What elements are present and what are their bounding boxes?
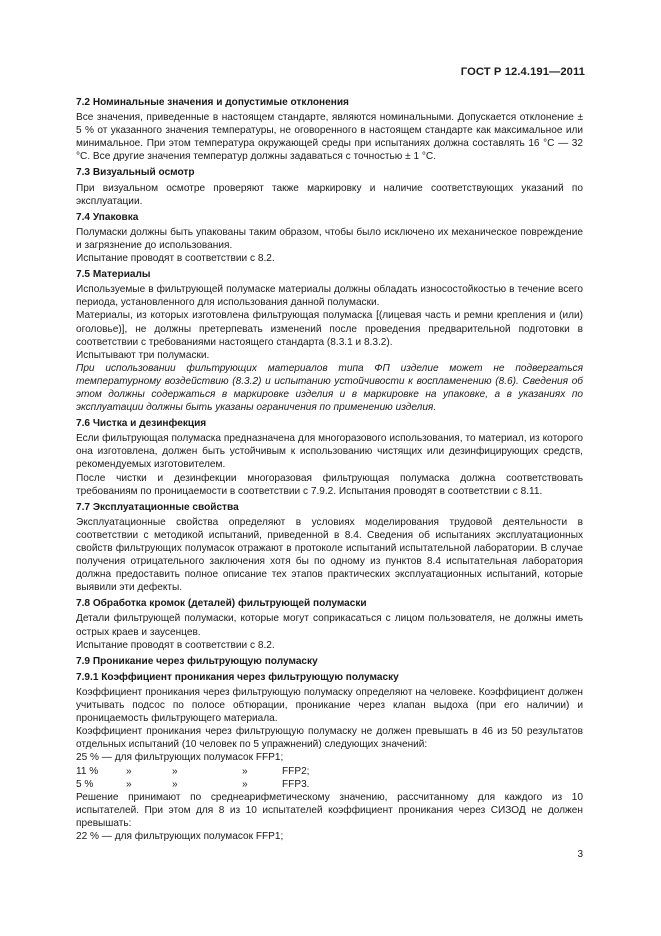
section-7-5-italic-note: При использовании фильтрующих материалов типа ФП изделие может не подвергаться температурному воздействию (8.3.2) и испытанию устойчивости к воспламенению (8.6). Сведения об этом должны содержаться в маркировке изделия и в маркировке на упаковке, а в указаниях по эксплуатации должны быть указаны ограничения по применению изделия. xyxy=(76,362,583,414)
section-7-5-paragraph-1: Используемые в фильтрующей полумаске материалы должны обладать износостойкостью в течение всего периода, установленного для использования данной полумаски. xyxy=(76,284,583,309)
section-7-9-1-title: 7.9.1 Коэффициент проникания через фильтрующую полумаску xyxy=(76,671,399,683)
ditto-mark: » xyxy=(172,765,178,777)
penetration-limit-ffp2 xyxy=(76,765,583,778)
section-7-2-title: 7.2 Номинальные значения и допустимые отклонения xyxy=(76,97,349,108)
section-7-8-test-note: Испытание проводят в соответствии с 8.2. xyxy=(76,639,275,651)
limit-value: 5 % xyxy=(76,778,94,790)
page-number: 3 xyxy=(577,849,583,860)
section-7-7-title: 7.7 Эксплуатационные свойства xyxy=(76,501,239,513)
document-body xyxy=(76,93,583,843)
section-7-9-1-paragraph-1: Коэффициент проникания через фильтрующую полумаску определяют на человеке. Коэффициент должен учитывать подсос по полосе обтюрации, проникание через клапан выдоха (при его наличии) и проницаемость фильтрующего материала. xyxy=(76,686,583,725)
section-7-4-paragraph: Полумаски должны быть упакованы таким образом, чтобы было исключено их механическое повреждение и загрязнение до использования. xyxy=(76,226,583,251)
section-7-8-paragraph: Детали фильтрующей полумаски, которые могут соприкасаться с лицом пользователя, не должны иметь острых краев и заусенцев. xyxy=(76,613,583,638)
section-7-6-paragraph-1: Если фильтрующая полумаска предназначена для многоразового использования, то материал, из которого она изготовлена, должен быть устойчивым к использованию чистящих или дезинфицирующих средств, рекомендуемых изготовителем. xyxy=(76,433,583,471)
section-7-7-paragraph: Эксплуатационные свойства определяют в условиях моделирования трудовой деятельности в соответствии с методикой испытаний, приведенной в 8.4. Сведения об испытаниях эксплуатационных свойств фильтрующих полумасок отражают в протоколе испытаний испытательной лаборатории. В случае получения отрицательного заключения хотя бы по одному из пунктов 8.4 испытательная лаборатория должна предоставить полное описание тех этапов практических эксплуатационных испытаний, которые выявили эти дефекты. xyxy=(76,516,583,594)
section-7-9-title: 7.9 Проникание через фильтрующую полумаску xyxy=(76,655,318,667)
document-code: ГОСТ Р 12.4.191—2011 xyxy=(460,66,585,78)
mask-class: FFP2; xyxy=(282,765,310,777)
penetration-limit-ffp1: 25 % — для фильтрующих полумасок FFP1; xyxy=(76,752,284,764)
penetration-limit-ffp3 xyxy=(76,778,583,791)
ditto-mark: » xyxy=(242,765,248,777)
section-7-9-1-paragraph-2: Коэффициент проникания через фильтрующую полумаску не должен превышать в 46 из 50 результатов отдельных испытаний (10 человек по 5 упражнений) следующих значений: xyxy=(76,726,583,751)
tester-limit-ffp1: 22 % — для фильтрующих полумасок FFP1; xyxy=(76,830,284,842)
section-7-5-title: 7.5 Материалы xyxy=(76,269,151,281)
ditto-mark: » xyxy=(126,778,132,790)
section-7-6-title: 7.6 Чистка и дезинфекция xyxy=(76,418,207,430)
section-7-4-test-note: Испытание проводят в соответствии с 8.2. xyxy=(76,253,275,265)
limit-value: 11 % xyxy=(76,765,99,777)
section-7-3-title: 7.3 Визуальный осмотр xyxy=(76,167,195,179)
section-7-3-paragraph: При визуальном осмотре проверяют также маркировку и наличие соответствующих указаний по эксплуатации. xyxy=(76,182,583,207)
section-7-6-paragraph-2: После чистки и дезинфекции многоразовая фильтрующая полумаска должна соответствовать требованиям по проницаемости в соответствии с 7.9.2. Испытания проводят в соответствии с 8.11. xyxy=(76,472,583,497)
section-7-8-title: 7.8 Обработка кромок (деталей) фильтрующей полумаски xyxy=(76,598,367,610)
section-7-9-1-paragraph-3: Решение принимают по среднеарифметическому значению, рассчитанному для каждого из 10 испытателей. При этом для 8 из 10 испытателей коэффициент проникания через СИЗОД не должен превышать: xyxy=(76,791,583,829)
ditto-mark: » xyxy=(242,778,248,790)
ditto-mark: » xyxy=(172,778,178,790)
section-7-4-title: 7.4 Упаковка xyxy=(76,211,139,223)
mask-class: FFP3. xyxy=(282,778,310,790)
ditto-mark: » xyxy=(126,765,132,777)
section-7-2-paragraph: Все значения, приведенные в настоящем стандарте, являются номинальными. Допускается отклонение ± 5 % от указанного значения температуры, не оговоренного в настоящем стандарте как максимальное или минимальное. При этом температура окружающей среды при испытаниях должна составлять 16 °С — 32 °С. Все другие значения температур должны задаваться с точностью ± 1 °С. xyxy=(76,112,583,163)
section-7-5-paragraph-3: Испытывают три полумаски. xyxy=(76,349,210,361)
section-7-5-paragraph-2: Материалы, из которых изготовлена фильтрующая полумаска [(лицевая часть и ремни крепления и (или) оголовье)], не должны претерпевать изменений после проведения предварительной подготовки в соответствии с требованиями настоящего стандарта (8.3.1 и 8.3.2). xyxy=(76,310,583,348)
